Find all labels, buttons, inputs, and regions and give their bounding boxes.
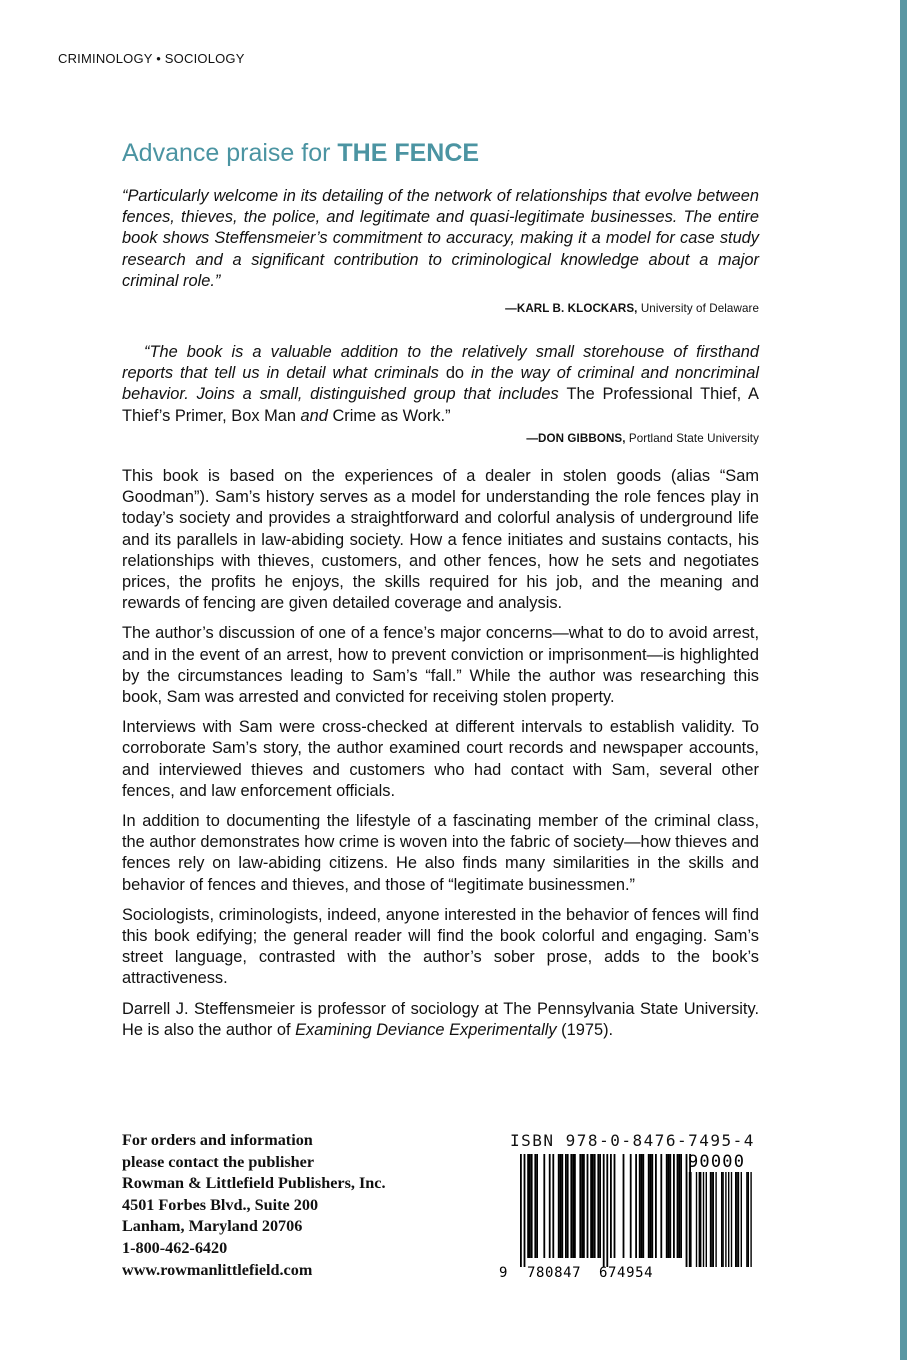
quote-text: and [295, 406, 333, 425]
barcode-bar [572, 1154, 574, 1258]
isbn-barcode [498, 1150, 763, 1280]
barcode-bar [630, 1154, 632, 1258]
barcode-bar [641, 1154, 643, 1258]
barcode-guard-bar [524, 1154, 526, 1267]
quote-book-titles: The Professional Thief, A Thief’s Primer, Box Man [122, 385, 759, 425]
quote-text: “The book is a valuable addition to the relatively small storehouse of firsthand reports that tell us in detail what criminals [122, 343, 759, 383]
barcode-bar [651, 1154, 653, 1258]
description-paragraph: Interviews with Sam were cross-checked at different intervals to establish validity. To corroborate Sam’s story, the author examined court records and newspaper accounts, and interviewed thieves and customers who had contact with Sam, several other fences, and law enforcement officials. [122, 718, 759, 800]
barcode-bar [527, 1154, 529, 1258]
barcode-bar [680, 1154, 682, 1258]
barcode-bar [648, 1154, 650, 1258]
barcode-bar [639, 1154, 641, 1258]
addon-bar [722, 1172, 723, 1267]
addon-bar [715, 1172, 716, 1267]
barcode-bar [673, 1154, 675, 1258]
publisher-city: Lanham, Maryland 20706 [122, 1217, 303, 1236]
publisher-phone: 1-800-462-6420 [122, 1238, 228, 1257]
addon-bar [750, 1172, 751, 1267]
contact-line: please contact the publisher [122, 1152, 314, 1171]
barcode-bar [642, 1154, 644, 1258]
barcode-bar [660, 1154, 662, 1258]
barcode-bar [567, 1154, 569, 1258]
barcode-bar [531, 1154, 533, 1258]
addon-bar [703, 1172, 704, 1267]
barcode-bar [570, 1154, 572, 1258]
barcode-bar [543, 1154, 545, 1258]
barcode-bar [623, 1154, 625, 1258]
quote-gibbons [122, 342, 759, 427]
attribution-klockars [505, 302, 759, 315]
ean-digits-left: 780847 [527, 1265, 582, 1280]
author-bio-text: Darrell J. Steffensmeier is professor of sociology at The Pennsylvania State University. He is also the author of [122, 999, 759, 1039]
ean-digits-right: 674954 [599, 1265, 654, 1280]
barcode-bar [635, 1154, 637, 1258]
barcode-guard-bar [606, 1154, 608, 1267]
barcode-bar [669, 1154, 671, 1258]
isbn-label: ISBN 978-0-8476-7495-4 [510, 1131, 755, 1150]
attribution-affiliation: University of Delaware [637, 302, 759, 315]
description-paragraph: The author’s discussion of one of a fence’s major concerns—what to do to avoid arrest, and in the event of an arrest, how to prevent conviction or imprisonment—is highlighted by the circumstances leading to Sam’s “fall.” While the author was researching this book, Sam was arrested and convicted for receiving stolen property. [122, 624, 759, 707]
addon-bar [731, 1172, 732, 1267]
attribution-author: —KARL B. KLOCKARS, [505, 302, 638, 315]
barcode-bar [668, 1154, 670, 1258]
author-bio [122, 999, 759, 1041]
barcode-bar [558, 1154, 560, 1258]
addon-bar [711, 1172, 712, 1267]
barcode-bar [590, 1154, 592, 1258]
barcode-bar [610, 1154, 612, 1258]
addon-bar [706, 1172, 707, 1267]
barcode-bar [565, 1154, 567, 1258]
addon-bar [689, 1172, 690, 1267]
barcode-bar [666, 1154, 668, 1258]
teal-side-bar [900, 0, 907, 1360]
quote-klockars: “Particularly welcome in its detailing of the network of relationships that evolve between fences, thieves, the police, and legitimate and quasi-legitimate businesses. The entire book shows Steffensmeier’s commitment to accuracy, making it a model for case study research and a significant contribution to criminological knowledge about a major criminal role.” [122, 187, 759, 290]
addon-bar [741, 1172, 742, 1267]
attribution-gibbons [526, 432, 759, 445]
addon-bar [713, 1172, 714, 1267]
addon-bar [725, 1172, 726, 1267]
barcode-bar [529, 1154, 531, 1258]
addon-bar [748, 1172, 749, 1267]
addon-barcode-bars [686, 1172, 752, 1267]
description-paragraph: Sociologists, criminologists, indeed, anyone interested in the behavior of fences will find this book edifying; the general reader will find the book colorful and engaging. Sam’s street language, contrasted with the author’s sober prose, adds to the book’s attractiveness. [122, 905, 759, 988]
quote-emphasis: do [445, 364, 465, 383]
barcode-bar [599, 1154, 601, 1258]
barcode-bar [560, 1154, 562, 1258]
barcode-guard-bar [603, 1154, 605, 1267]
barcode-bar [552, 1154, 554, 1258]
praise-heading-prefix: Advance praise for [122, 139, 338, 167]
quote-book-titles: Crime as Work.” [332, 406, 451, 425]
addon-bar [736, 1172, 737, 1267]
publisher-website: www.rowmanlittlefield.com [122, 1260, 313, 1279]
addon-bar [721, 1172, 722, 1267]
publisher-address: 4501 Forbes Blvd., Suite 200 [122, 1195, 319, 1214]
quote-text: in the way of criminal and noncriminal behavior. Joins a small, distinguished group that includes [122, 364, 759, 404]
book-description [122, 466, 759, 1050]
barcode-bar [574, 1154, 576, 1258]
ean-digit-first: 9 [499, 1265, 508, 1280]
barcode-bar [678, 1154, 680, 1258]
barcode-bar [561, 1154, 563, 1258]
barcode-bar [579, 1154, 581, 1258]
author-bio-book: Examining Deviance Experimentally [295, 1020, 557, 1039]
addon-bar [728, 1172, 729, 1267]
description-paragraph: This book is based on the experiences of a dealer in stolen goods (alias “Sam Goodman”). Sam’s history serves as a model for understanding the role fences play in today’s society and provides a straightforward and colorful analysis of underground life and its parallels in law-abiding society. How a fence initiates and sustains contacts, his relationships with thieves, customers, and other fences, how he sets and negotiates prices, the profits he enjoys, the skills required for his job, and the meaning and rewards of fencing are given detailed coverage and analysis. [122, 467, 759, 613]
addon-digits: 90000 [688, 1152, 746, 1172]
barcode-bar [594, 1154, 596, 1258]
author-bio-year: (1975). [556, 1020, 614, 1039]
praise-heading [122, 139, 479, 168]
addon-bar [686, 1172, 687, 1267]
barcode-bar [549, 1154, 551, 1258]
contact-line: For orders and information [122, 1131, 313, 1149]
barcode-bar [650, 1154, 652, 1258]
category-label: CRIMINOLOGY • SOCIOLOGY [58, 51, 245, 66]
publisher-name: Rowman & Littlefield Publishers, Inc. [122, 1174, 386, 1193]
barcode-bar [534, 1154, 536, 1258]
addon-bar [699, 1172, 700, 1267]
publisher-contact [122, 1130, 386, 1281]
addon-bar [738, 1172, 739, 1267]
addon-bar [696, 1172, 697, 1267]
attribution-author: —DON GIBBONS, [526, 432, 626, 445]
barcode-bar [587, 1154, 589, 1258]
description-paragraph: In addition to documenting the lifestyle of a fascinating member of the criminal class, the author demonstrates how crime is woven into the fabric of society—how thieves and fences rely on law-abiding citizens. He also finds many similarities in the skills and behavior of fences and thieves, and those of “legitimate businessmen.” [122, 812, 759, 894]
book-title: THE FENCE [337, 139, 480, 167]
addon-bar [746, 1172, 747, 1267]
barcode-bar [581, 1154, 583, 1258]
attribution-affiliation: Portland State University [625, 432, 759, 445]
barcode-bar [677, 1154, 679, 1258]
addon-bar [690, 1172, 691, 1267]
addon-bar [735, 1172, 736, 1267]
barcode-bar [655, 1154, 657, 1258]
barcode-bar [536, 1154, 538, 1258]
barcode-bar [597, 1154, 599, 1258]
barcode-guard-bar [520, 1154, 522, 1267]
barcode-bar [583, 1154, 585, 1258]
barcode-bar [614, 1154, 616, 1258]
barcode-bar [592, 1154, 594, 1258]
barcode-bars [520, 1154, 691, 1267]
addon-bar [700, 1172, 701, 1267]
addon-bar [710, 1172, 711, 1267]
